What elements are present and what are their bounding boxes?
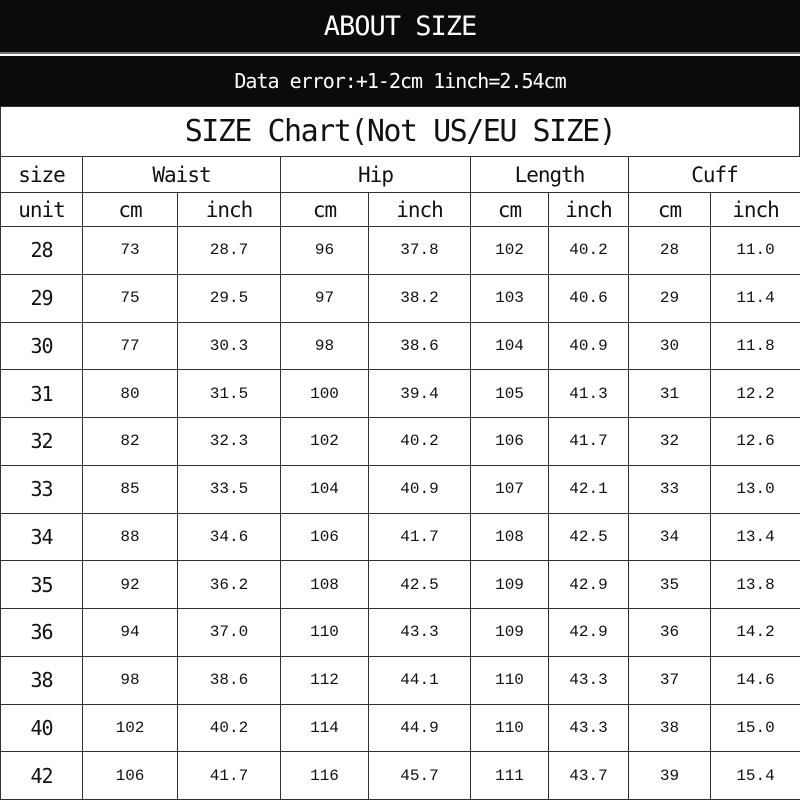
waist-inch-cell: 38.6 [178,656,281,704]
hip-cm-cell: 104 [281,465,369,513]
waist-cm-cell: 73 [83,227,178,275]
waist-inch-cell: 36.2 [178,561,281,609]
hip-inch-cell: 38.2 [369,274,471,322]
hip-inch-cell: 40.2 [369,418,471,466]
waist-cm-cell: 85 [83,465,178,513]
header-row-groups [1,157,800,193]
hip-inch-cell: 44.1 [369,656,471,704]
cuff-cm-cell: 34 [629,513,711,561]
size-cell: 34 [1,513,83,561]
waist-inch-cell: 28.7 [178,227,281,275]
waist-cm-cell: 106 [83,752,178,800]
header-row-units [1,193,800,227]
table-row [1,656,800,704]
hip-inch-cell: 40.9 [369,465,471,513]
table-row [1,418,800,466]
waist-cm-cell: 98 [83,656,178,704]
waist-inch-cell: 41.7 [178,752,281,800]
hip-inch-cell: 45.7 [369,752,471,800]
length-cm-cell: 106 [471,418,549,466]
hip-cm-cell: 110 [281,609,369,657]
waist-cm-cell: 94 [83,609,178,657]
cuff-cm-cell: 39 [629,752,711,800]
hip-inch-cell: 38.6 [369,322,471,370]
hip-inch-cell: 39.4 [369,370,471,418]
waist-inch-cell: 30.3 [178,322,281,370]
cuff-inch-cell: 11.4 [711,274,800,322]
cuff-header: Cuff [629,157,800,193]
cuff-cm-cell: 30 [629,322,711,370]
hip-cm-cell: 116 [281,752,369,800]
length-inch-cell: 40.6 [549,274,629,322]
waist-inch-cell: 37.0 [178,609,281,657]
hip-inch-cell: 42.5 [369,561,471,609]
unit-cm: cm [83,193,178,227]
cuff-cm-cell: 28 [629,227,711,275]
waist-inch-cell: 31.5 [178,370,281,418]
cuff-inch-cell: 12.6 [711,418,800,466]
cuff-cm-cell: 37 [629,656,711,704]
hip-cm-cell: 98 [281,322,369,370]
length-inch-cell: 43.7 [549,752,629,800]
cuff-cm-cell: 38 [629,704,711,752]
cuff-cm-cell: 35 [629,561,711,609]
size-cell: 38 [1,656,83,704]
size-cell: 33 [1,465,83,513]
table-row [1,465,800,513]
length-inch-cell: 43.3 [549,656,629,704]
waist-inch-cell: 29.5 [178,274,281,322]
length-header: Length [471,157,629,193]
cuff-inch-cell: 15.0 [711,704,800,752]
length-inch-cell: 41.7 [549,418,629,466]
size-table [0,156,800,800]
length-cm-cell: 109 [471,561,549,609]
cuff-inch-cell: 11.8 [711,322,800,370]
size-cell: 29 [1,274,83,322]
size-cell: 36 [1,609,83,657]
cuff-cm-cell: 33 [629,465,711,513]
waist-cm-cell: 75 [83,274,178,322]
unit-inch: inch [549,193,629,227]
table-row [1,513,800,561]
waist-cm-cell: 102 [83,704,178,752]
length-cm-cell: 110 [471,656,549,704]
chart-title: SIZE Chart(Not US/EU SIZE) [0,106,800,156]
length-inch-cell: 42.9 [549,561,629,609]
hip-inch-cell: 44.9 [369,704,471,752]
banner-title: ABOUT SIZE [0,0,800,54]
waist-inch-cell: 40.2 [178,704,281,752]
table-row [1,370,800,418]
unit-cm: cm [281,193,369,227]
length-inch-cell: 40.2 [549,227,629,275]
hip-cm-cell: 114 [281,704,369,752]
hip-cm-cell: 112 [281,656,369,704]
size-cell: 30 [1,322,83,370]
size-header: size [1,157,83,193]
size-cell: 42 [1,752,83,800]
size-cell: 32 [1,418,83,466]
length-inch-cell: 40.9 [549,322,629,370]
table-row [1,704,800,752]
length-inch-cell: 42.1 [549,465,629,513]
cuff-cm-cell: 36 [629,609,711,657]
cuff-inch-cell: 12.2 [711,370,800,418]
hip-inch-cell: 41.7 [369,513,471,561]
hip-cm-cell: 106 [281,513,369,561]
size-cell: 28 [1,227,83,275]
size-cell: 40 [1,704,83,752]
table-row [1,752,800,800]
hip-cm-cell: 97 [281,274,369,322]
table-row [1,274,800,322]
cuff-inch-cell: 13.4 [711,513,800,561]
unit-header: unit [1,193,83,227]
waist-cm-cell: 82 [83,418,178,466]
length-cm-cell: 109 [471,609,549,657]
cuff-cm-cell: 32 [629,418,711,466]
length-cm-cell: 108 [471,513,549,561]
length-inch-cell: 42.9 [549,609,629,657]
cuff-inch-cell: 11.0 [711,227,800,275]
length-inch-cell: 42.5 [549,513,629,561]
table-row [1,561,800,609]
waist-header: Waist [83,157,281,193]
hip-cm-cell: 108 [281,561,369,609]
length-cm-cell: 110 [471,704,549,752]
unit-cm: cm [471,193,549,227]
waist-inch-cell: 34.6 [178,513,281,561]
hip-cm-cell: 100 [281,370,369,418]
waist-cm-cell: 88 [83,513,178,561]
waist-inch-cell: 33.5 [178,465,281,513]
waist-cm-cell: 77 [83,322,178,370]
hip-header: Hip [281,157,471,193]
table-row [1,609,800,657]
cuff-inch-cell: 14.6 [711,656,800,704]
length-inch-cell: 43.3 [549,704,629,752]
waist-inch-cell: 32.3 [178,418,281,466]
length-cm-cell: 104 [471,322,549,370]
unit-inch: inch [178,193,281,227]
size-cell: 31 [1,370,83,418]
table-row [1,227,800,275]
hip-cm-cell: 102 [281,418,369,466]
hip-inch-cell: 43.3 [369,609,471,657]
cuff-inch-cell: 13.8 [711,561,800,609]
waist-cm-cell: 80 [83,370,178,418]
unit-inch: inch [369,193,471,227]
length-cm-cell: 102 [471,227,549,275]
length-cm-cell: 111 [471,752,549,800]
cuff-inch-cell: 15.4 [711,752,800,800]
length-cm-cell: 107 [471,465,549,513]
cuff-cm-cell: 29 [629,274,711,322]
cuff-cm-cell: 31 [629,370,711,418]
table-row [1,322,800,370]
unit-inch: inch [711,193,800,227]
hip-cm-cell: 96 [281,227,369,275]
waist-cm-cell: 92 [83,561,178,609]
banner-note: Data error:+1-2cm 1inch=2.54cm [0,56,800,106]
size-cell: 35 [1,561,83,609]
length-cm-cell: 105 [471,370,549,418]
cuff-inch-cell: 13.0 [711,465,800,513]
length-inch-cell: 41.3 [549,370,629,418]
unit-cm: cm [629,193,711,227]
hip-inch-cell: 37.8 [369,227,471,275]
length-cm-cell: 103 [471,274,549,322]
cuff-inch-cell: 14.2 [711,609,800,657]
